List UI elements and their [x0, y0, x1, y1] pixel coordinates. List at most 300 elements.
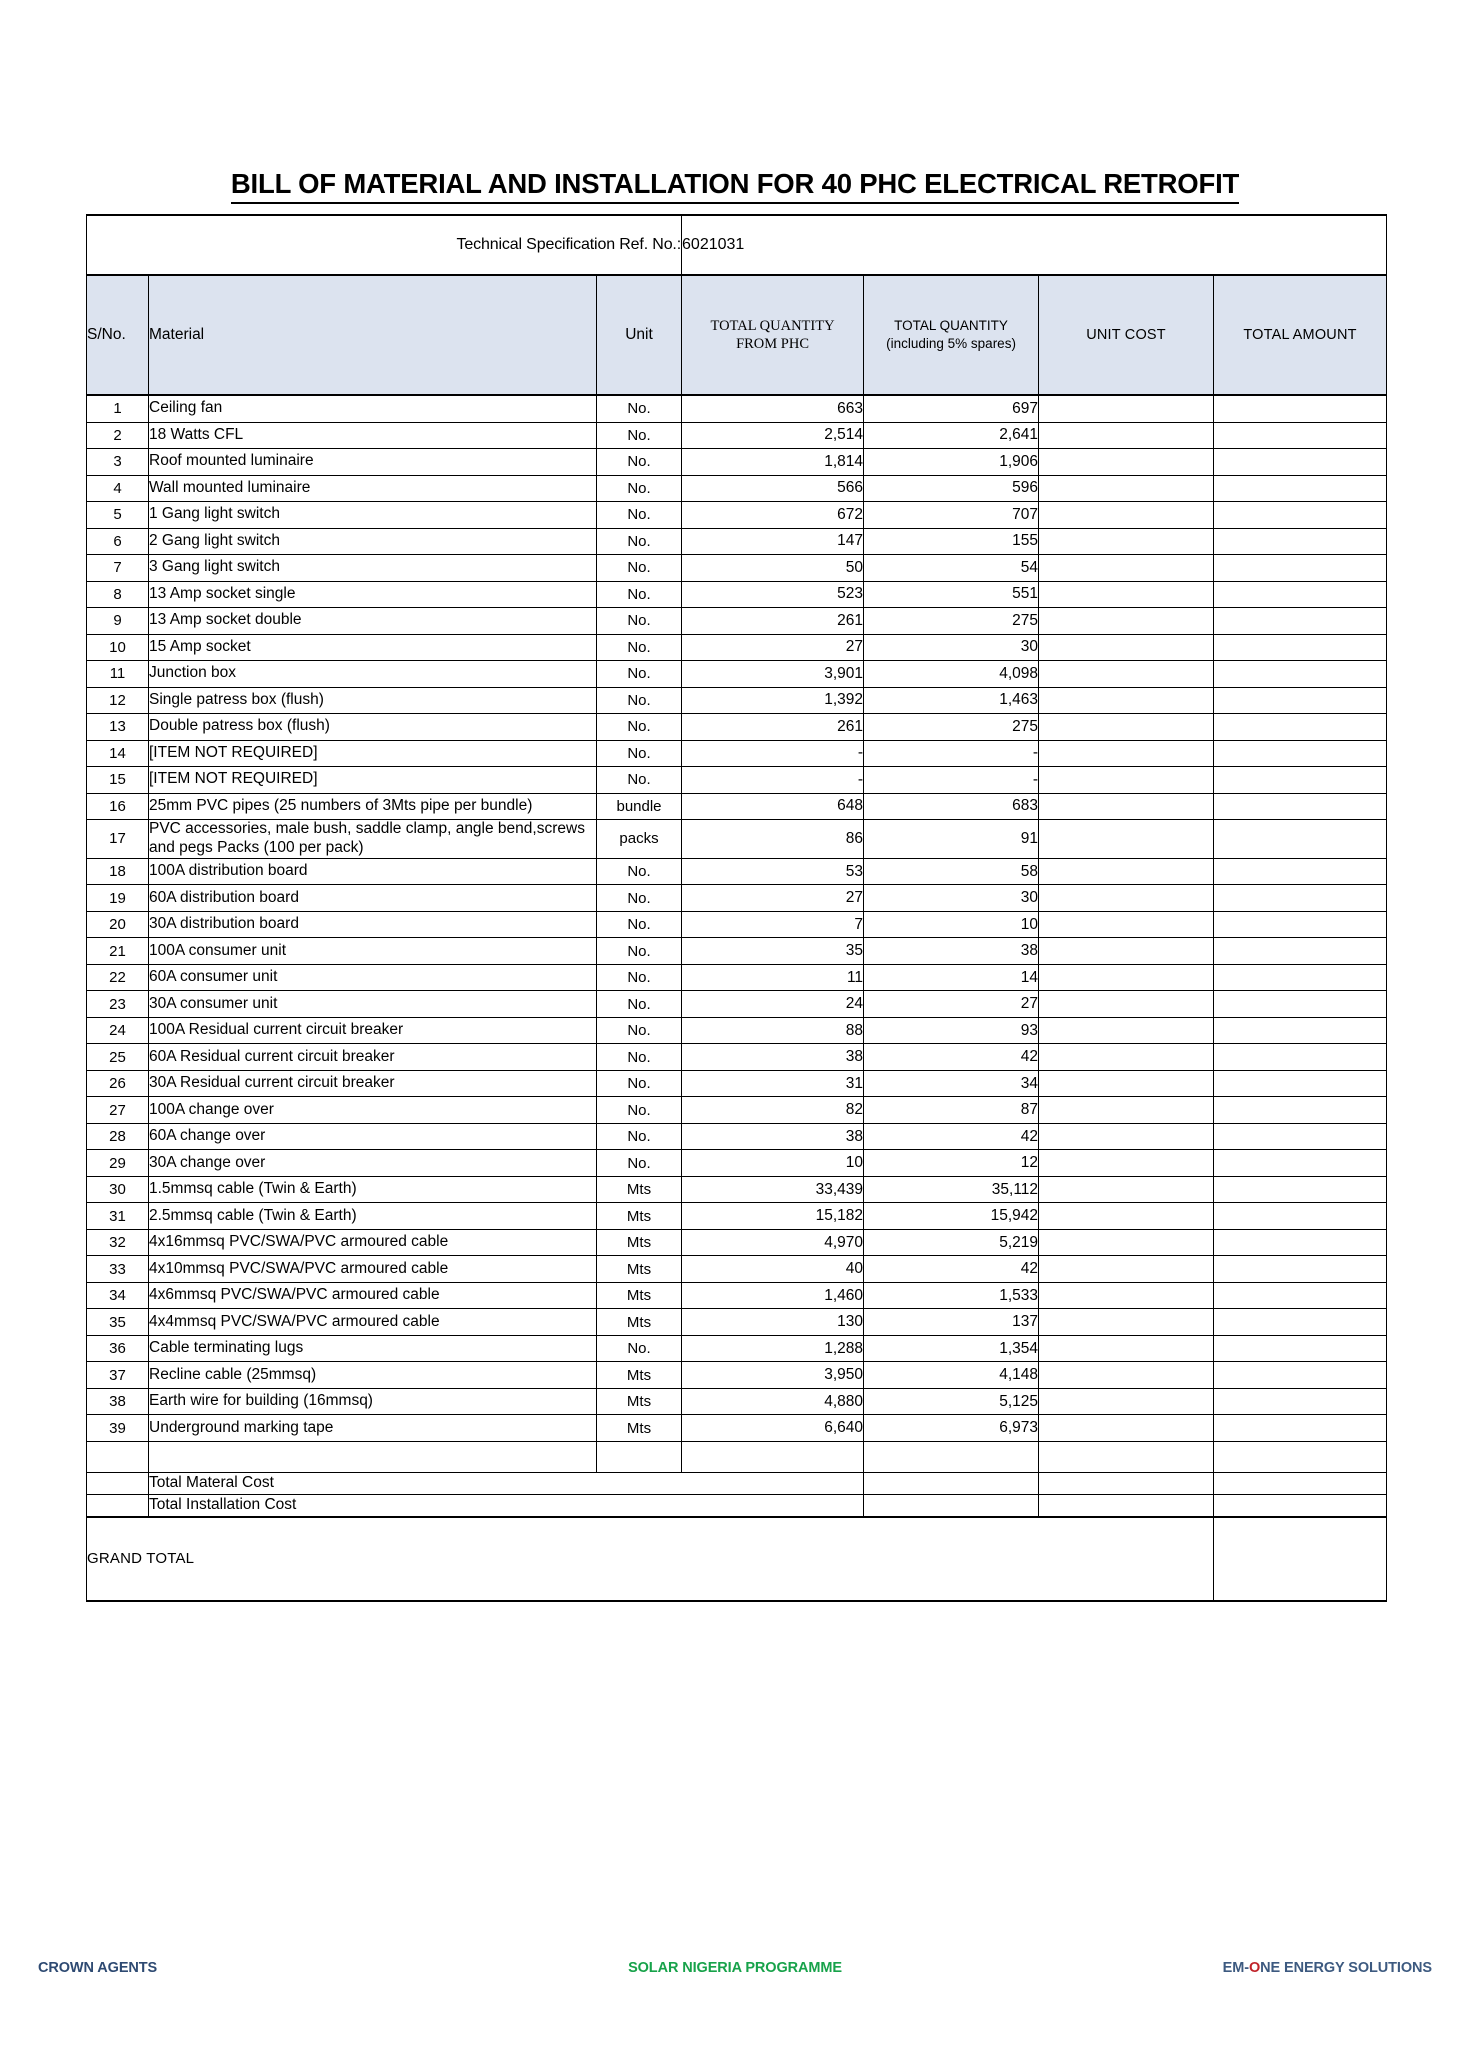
table-row[interactable] [87, 687, 1387, 714]
row-quantity-from-phc: 147 [682, 528, 864, 555]
table-row[interactable] [87, 1097, 1387, 1124]
row-total-amount [1214, 528, 1387, 555]
row-unit: No. [597, 395, 682, 422]
row-quantity-from-phc: 261 [682, 608, 864, 635]
column-header-material: Material [149, 275, 597, 395]
table-row[interactable] [87, 1229, 1387, 1256]
row-unit: No. [597, 634, 682, 661]
row-total-amount [1214, 422, 1387, 449]
row-unit: No. [597, 714, 682, 741]
table-row[interactable] [87, 1070, 1387, 1097]
row-unit-cost [1039, 528, 1214, 555]
row-material-name: 4x4mmsq PVC/SWA/PVC armoured cable [149, 1309, 597, 1336]
row-quantity-from-phc: 3,901 [682, 661, 864, 688]
total-installation-cost-row[interactable] [87, 1494, 1387, 1517]
row-material-name: [ITEM NOT REQUIRED] [149, 767, 597, 794]
spacer-cell [1039, 1441, 1214, 1472]
row-material-name: 4x6mmsq PVC/SWA/PVC armoured cable [149, 1282, 597, 1309]
row-total-amount [1214, 1176, 1387, 1203]
row-serial-number: 39 [87, 1415, 149, 1442]
row-total-amount [1214, 475, 1387, 502]
row-quantity-from-phc: 35 [682, 938, 864, 965]
row-material-name: Junction box [149, 661, 597, 688]
row-quantity-from-phc: 86 [682, 820, 864, 859]
row-unit: No. [597, 555, 682, 582]
spacer-cell [597, 1441, 682, 1472]
table-row[interactable] [87, 581, 1387, 608]
row-material-name: 100A change over [149, 1097, 597, 1124]
table-row[interactable] [87, 395, 1387, 422]
row-material-name: 4x10mmsq PVC/SWA/PVC armoured cable [149, 1256, 597, 1283]
row-unit-cost [1039, 555, 1214, 582]
row-total-amount [1214, 858, 1387, 885]
page-title-text: BILL OF MATERIAL AND INSTALLATION FOR 40 PHC ELECTRICAL RETROFIT [231, 168, 1239, 204]
row-serial-number: 28 [87, 1123, 149, 1150]
row-unit-cost [1039, 1150, 1214, 1177]
row-quantity-including-spares: 38 [864, 938, 1039, 965]
row-total-amount [1214, 991, 1387, 1018]
column-header-sno: S/No. [87, 275, 149, 395]
row-unit: No. [597, 885, 682, 912]
row-unit-cost [1039, 449, 1214, 476]
row-serial-number: 21 [87, 938, 149, 965]
row-unit-cost [1039, 1388, 1214, 1415]
totals-blank-sno [87, 1494, 149, 1517]
row-quantity-from-phc: 24 [682, 991, 864, 1018]
table-row[interactable] [87, 608, 1387, 635]
row-unit: Mts [597, 1309, 682, 1336]
row-quantity-including-spares: 30 [864, 634, 1039, 661]
row-serial-number: 6 [87, 528, 149, 555]
table-row[interactable] [87, 714, 1387, 741]
row-unit: No. [597, 1070, 682, 1097]
row-quantity-from-phc: 1,392 [682, 687, 864, 714]
row-serial-number: 35 [87, 1309, 149, 1336]
row-unit: No. [597, 740, 682, 767]
row-material-name: 18 Watts CFL [149, 422, 597, 449]
row-quantity-from-phc: 1,288 [682, 1335, 864, 1362]
row-quantity-including-spares: 683 [864, 793, 1039, 820]
row-material-name: 15 Amp socket [149, 634, 597, 661]
row-unit-cost [1039, 938, 1214, 965]
row-unit: No. [597, 938, 682, 965]
table-row[interactable] [87, 885, 1387, 912]
row-total-amount [1214, 938, 1387, 965]
table-row[interactable] [87, 1176, 1387, 1203]
column-header-unit: Unit [597, 275, 682, 395]
row-serial-number: 23 [87, 991, 149, 1018]
row-material-name: 60A Residual current circuit breaker [149, 1044, 597, 1071]
row-unit-cost [1039, 422, 1214, 449]
table-row[interactable] [87, 991, 1387, 1018]
row-material-name: Single patress box (flush) [149, 687, 597, 714]
row-material-name: 4x16mmsq PVC/SWA/PVC armoured cable [149, 1229, 597, 1256]
row-unit: No. [597, 502, 682, 529]
table-row[interactable] [87, 528, 1387, 555]
row-quantity-including-spares: 10 [864, 911, 1039, 938]
row-material-name: 13 Amp socket double [149, 608, 597, 635]
row-unit-cost [1039, 885, 1214, 912]
row-serial-number: 25 [87, 1044, 149, 1071]
row-serial-number: 3 [87, 449, 149, 476]
row-quantity-from-phc: 130 [682, 1309, 864, 1336]
footer-solar-nigeria-programme: SOLAR NIGERIA PROGRAMME [628, 1960, 842, 1976]
row-quantity-including-spares: 34 [864, 1070, 1039, 1097]
row-quantity-including-spares: 275 [864, 608, 1039, 635]
totals-blank-sno [87, 1472, 149, 1494]
row-unit: No. [597, 422, 682, 449]
column-header-unit-cost: UNIT COST [1039, 275, 1214, 395]
row-quantity-from-phc: 10 [682, 1150, 864, 1177]
row-unit: No. [597, 687, 682, 714]
row-unit-cost [1039, 687, 1214, 714]
row-material-name: 30A Residual current circuit breaker [149, 1070, 597, 1097]
row-total-amount [1214, 1282, 1387, 1309]
grand-total-amount [1214, 1517, 1387, 1601]
row-total-amount [1214, 661, 1387, 688]
row-total-amount [1214, 1335, 1387, 1362]
table-row[interactable] [87, 661, 1387, 688]
row-quantity-including-spares: - [864, 740, 1039, 767]
table-row[interactable] [87, 1203, 1387, 1230]
row-quantity-from-phc: 672 [682, 502, 864, 529]
footer-em-one-energy-solutions [1223, 1960, 1432, 1976]
table-row[interactable] [87, 1044, 1387, 1071]
row-serial-number: 17 [87, 820, 149, 859]
row-quantity-including-spares: 30 [864, 885, 1039, 912]
row-total-amount [1214, 911, 1387, 938]
row-material-name: PVC accessories, male bush, saddle clamp, angle bend,screws and pegs Packs (100 per pack) [149, 820, 597, 859]
row-quantity-from-phc: - [682, 740, 864, 767]
row-unit: No. [597, 1150, 682, 1177]
row-total-amount [1214, 1044, 1387, 1071]
row-quantity-including-spares: - [864, 767, 1039, 794]
row-total-amount [1214, 581, 1387, 608]
row-material-name: 30A change over [149, 1150, 597, 1177]
row-serial-number: 8 [87, 581, 149, 608]
row-unit: No. [597, 581, 682, 608]
row-material-name: 100A distribution board [149, 858, 597, 885]
table-row[interactable] [87, 1123, 1387, 1150]
total-material-cost-row[interactable] [87, 1472, 1387, 1494]
row-material-name: Earth wire for building (16mmsq) [149, 1388, 597, 1415]
row-unit: Mts [597, 1229, 682, 1256]
row-quantity-including-spares: 707 [864, 502, 1039, 529]
row-total-amount [1214, 687, 1387, 714]
row-unit-cost [1039, 634, 1214, 661]
row-serial-number: 13 [87, 714, 149, 741]
row-quantity-from-phc: 15,182 [682, 1203, 864, 1230]
row-quantity-including-spares: 27 [864, 991, 1039, 1018]
row-total-amount [1214, 502, 1387, 529]
row-unit-cost [1039, 714, 1214, 741]
row-serial-number: 38 [87, 1388, 149, 1415]
table-row[interactable] [87, 422, 1387, 449]
row-serial-number: 10 [87, 634, 149, 661]
row-quantity-from-phc: 6,640 [682, 1415, 864, 1442]
row-material-name: Underground marking tape [149, 1415, 597, 1442]
row-unit-cost [1039, 1176, 1214, 1203]
row-quantity-from-phc: - [682, 767, 864, 794]
row-unit-cost [1039, 911, 1214, 938]
row-unit-cost [1039, 1256, 1214, 1283]
page-title [85, 168, 1385, 200]
table-body [87, 215, 1387, 1601]
row-total-amount [1214, 1097, 1387, 1124]
row-unit-cost [1039, 395, 1214, 422]
table-row[interactable] [87, 1282, 1387, 1309]
row-quantity-from-phc: 648 [682, 793, 864, 820]
row-serial-number: 11 [87, 661, 149, 688]
row-unit: No. [597, 858, 682, 885]
spec-ref-row [87, 215, 1387, 275]
row-unit: No. [597, 661, 682, 688]
grand-total-label: GRAND TOTAL [87, 1517, 1214, 1601]
row-quantity-from-phc: 33,439 [682, 1176, 864, 1203]
row-quantity-including-spares: 4,098 [864, 661, 1039, 688]
table-row[interactable] [87, 793, 1387, 820]
row-serial-number: 31 [87, 1203, 149, 1230]
row-unit: Mts [597, 1362, 682, 1389]
column-header-total-quantity-including-spares [864, 275, 1039, 395]
row-material-name: 100A Residual current circuit breaker [149, 1017, 597, 1044]
row-unit-cost [1039, 1229, 1214, 1256]
row-unit: No. [597, 475, 682, 502]
row-unit: Mts [597, 1282, 682, 1309]
grand-total-row[interactable] [87, 1517, 1387, 1601]
row-unit-cost [1039, 740, 1214, 767]
row-unit-cost [1039, 767, 1214, 794]
row-material-name: Wall mounted luminaire [149, 475, 597, 502]
footer-crown-agents: CROWN AGENTS [38, 1960, 158, 1976]
row-unit: No. [597, 608, 682, 635]
row-material-name: [ITEM NOT REQUIRED] [149, 740, 597, 767]
row-total-amount [1214, 1017, 1387, 1044]
row-unit-cost [1039, 1123, 1214, 1150]
table-row[interactable] [87, 502, 1387, 529]
row-material-name: Recline cable (25mmsq) [149, 1362, 597, 1389]
row-total-amount [1214, 793, 1387, 820]
table-row[interactable] [87, 634, 1387, 661]
row-quantity-from-phc: 27 [682, 885, 864, 912]
totals-amount-blank [1214, 1494, 1387, 1517]
bill-of-material-table [86, 214, 1387, 1602]
row-quantity-including-spares: 15,942 [864, 1203, 1039, 1230]
row-total-amount [1214, 1388, 1387, 1415]
row-quantity-including-spares: 697 [864, 395, 1039, 422]
table-row[interactable] [87, 449, 1387, 476]
totals-quantity-blank [864, 1494, 1039, 1517]
row-unit: No. [597, 528, 682, 555]
footer-right-prefix: EM- [1222, 1960, 1249, 1976]
header-line-2: (including 5% spares) [886, 336, 1016, 351]
row-quantity-from-phc: 7 [682, 911, 864, 938]
table-row[interactable] [87, 1388, 1387, 1415]
row-material-name: 2 Gang light switch [149, 528, 597, 555]
row-quantity-including-spares: 551 [864, 581, 1039, 608]
table-row[interactable] [87, 555, 1387, 582]
row-material-name: 13 Amp socket single [149, 581, 597, 608]
row-quantity-including-spares: 1,906 [864, 449, 1039, 476]
spec-ref-label: Technical Specification Ref. No.: [87, 215, 682, 275]
table-row[interactable] [87, 1415, 1387, 1442]
table-row[interactable] [87, 1256, 1387, 1283]
row-unit-cost [1039, 502, 1214, 529]
row-unit-cost [1039, 991, 1214, 1018]
row-quantity-including-spares: 1,533 [864, 1282, 1039, 1309]
footer-right-accent: O [1248, 1960, 1261, 1976]
row-serial-number: 18 [87, 858, 149, 885]
table-row[interactable] [87, 858, 1387, 885]
row-serial-number: 2 [87, 422, 149, 449]
row-unit-cost [1039, 1017, 1214, 1044]
row-quantity-including-spares: 58 [864, 858, 1039, 885]
row-unit-cost [1039, 964, 1214, 991]
row-quantity-including-spares: 42 [864, 1044, 1039, 1071]
row-quantity-including-spares: 5,125 [864, 1388, 1039, 1415]
row-total-amount [1214, 608, 1387, 635]
row-total-amount [1214, 964, 1387, 991]
row-unit-cost [1039, 858, 1214, 885]
header-line-1: TOTAL QUANTITY [710, 317, 835, 334]
row-total-amount [1214, 1150, 1387, 1177]
totals-amount-blank [1214, 1472, 1387, 1494]
spacer-cell [864, 1441, 1039, 1472]
row-unit: Mts [597, 1256, 682, 1283]
row-quantity-including-spares: 2,641 [864, 422, 1039, 449]
table-row[interactable] [87, 1362, 1387, 1389]
row-quantity-including-spares: 93 [864, 1017, 1039, 1044]
row-unit-cost [1039, 475, 1214, 502]
row-material-name: Cable terminating lugs [149, 1335, 597, 1362]
column-header-total-quantity-from-phc [682, 275, 864, 395]
row-quantity-from-phc: 27 [682, 634, 864, 661]
row-unit-cost [1039, 1097, 1214, 1124]
row-quantity-from-phc: 1,814 [682, 449, 864, 476]
row-quantity-including-spares: 155 [864, 528, 1039, 555]
header-line-2: FROM PHC [736, 336, 809, 352]
table-row[interactable] [87, 820, 1387, 859]
row-serial-number: 37 [87, 1362, 149, 1389]
table-row[interactable] [87, 740, 1387, 767]
row-unit: No. [597, 449, 682, 476]
row-material-name: Roof mounted luminaire [149, 449, 597, 476]
row-quantity-from-phc: 11 [682, 964, 864, 991]
footer-right-suffix: NE ENERGY SOLUTIONS [1260, 1960, 1432, 1976]
row-serial-number: 15 [87, 767, 149, 794]
table-row[interactable] [87, 938, 1387, 965]
row-quantity-including-spares: 1,354 [864, 1335, 1039, 1362]
row-total-amount [1214, 1229, 1387, 1256]
row-total-amount [1214, 767, 1387, 794]
row-quantity-including-spares: 54 [864, 555, 1039, 582]
row-quantity-from-phc: 4,880 [682, 1388, 864, 1415]
row-unit: No. [597, 1017, 682, 1044]
row-unit: Mts [597, 1388, 682, 1415]
totals-unit-cost-blank [1039, 1472, 1214, 1494]
row-total-amount [1214, 395, 1387, 422]
row-total-amount [1214, 885, 1387, 912]
row-quantity-including-spares: 91 [864, 820, 1039, 859]
table-row[interactable] [87, 1017, 1387, 1044]
row-serial-number: 12 [87, 687, 149, 714]
row-quantity-from-phc: 50 [682, 555, 864, 582]
row-serial-number: 29 [87, 1150, 149, 1177]
table-row[interactable] [87, 1335, 1387, 1362]
row-material-name: 1.5mmsq cable (Twin & Earth) [149, 1176, 597, 1203]
row-material-name: 60A consumer unit [149, 964, 597, 991]
row-quantity-from-phc: 53 [682, 858, 864, 885]
row-total-amount [1214, 740, 1387, 767]
row-serial-number: 1 [87, 395, 149, 422]
spacer-cell [1214, 1441, 1387, 1472]
row-quantity-including-spares: 275 [864, 714, 1039, 741]
row-serial-number: 7 [87, 555, 149, 582]
row-material-name: Ceiling fan [149, 395, 597, 422]
table-row[interactable] [87, 911, 1387, 938]
row-quantity-including-spares: 87 [864, 1097, 1039, 1124]
row-total-amount [1214, 1362, 1387, 1389]
row-material-name: 3 Gang light switch [149, 555, 597, 582]
row-serial-number: 5 [87, 502, 149, 529]
spacer-cell [149, 1441, 597, 1472]
row-serial-number: 30 [87, 1176, 149, 1203]
table-row[interactable] [87, 475, 1387, 502]
row-unit-cost [1039, 1415, 1214, 1442]
row-quantity-from-phc: 88 [682, 1017, 864, 1044]
row-unit-cost [1039, 1335, 1214, 1362]
table-row[interactable] [87, 1309, 1387, 1336]
table-row[interactable] [87, 964, 1387, 991]
row-unit: No. [597, 911, 682, 938]
table-row[interactable] [87, 1150, 1387, 1177]
totals-installation-cost-label: Total Installation Cost [149, 1494, 864, 1517]
row-material-name: 60A distribution board [149, 885, 597, 912]
table-row[interactable] [87, 767, 1387, 794]
row-unit-cost [1039, 1282, 1214, 1309]
row-quantity-including-spares: 42 [864, 1123, 1039, 1150]
row-quantity-from-phc: 31 [682, 1070, 864, 1097]
row-total-amount [1214, 1256, 1387, 1283]
row-quantity-from-phc: 566 [682, 475, 864, 502]
row-unit-cost [1039, 1203, 1214, 1230]
row-unit: packs [597, 820, 682, 859]
row-quantity-from-phc: 82 [682, 1097, 864, 1124]
row-unit-cost [1039, 820, 1214, 859]
row-unit-cost [1039, 581, 1214, 608]
row-serial-number: 32 [87, 1229, 149, 1256]
row-serial-number: 33 [87, 1256, 149, 1283]
row-quantity-including-spares: 14 [864, 964, 1039, 991]
row-quantity-from-phc: 663 [682, 395, 864, 422]
row-serial-number: 22 [87, 964, 149, 991]
row-material-name: 30A distribution board [149, 911, 597, 938]
row-total-amount [1214, 1415, 1387, 1442]
row-total-amount [1214, 820, 1387, 859]
row-quantity-from-phc: 38 [682, 1123, 864, 1150]
row-unit: bundle [597, 793, 682, 820]
row-serial-number: 26 [87, 1070, 149, 1097]
row-quantity-from-phc: 3,950 [682, 1362, 864, 1389]
row-quantity-including-spares: 4,148 [864, 1362, 1039, 1389]
table-header-row [87, 275, 1387, 395]
row-quantity-including-spares: 5,219 [864, 1229, 1039, 1256]
row-unit: Mts [597, 1415, 682, 1442]
row-serial-number: 9 [87, 608, 149, 635]
spacer-cell [87, 1441, 149, 1472]
row-serial-number: 34 [87, 1282, 149, 1309]
row-serial-number: 4 [87, 475, 149, 502]
